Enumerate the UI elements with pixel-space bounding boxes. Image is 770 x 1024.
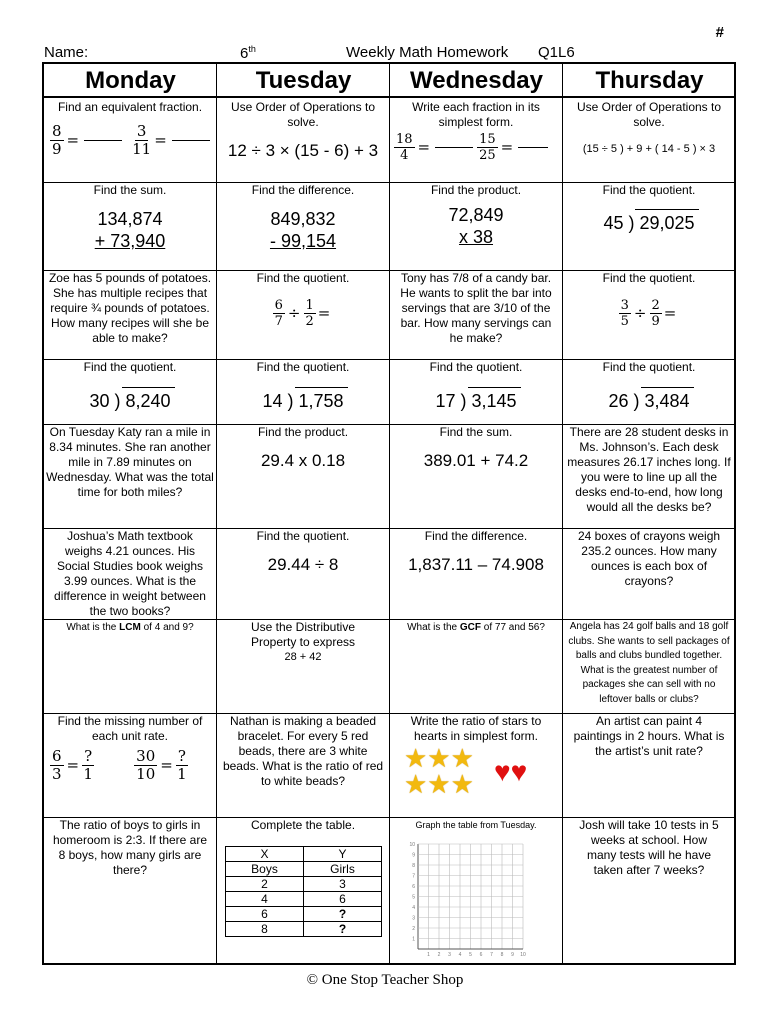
long-division: 45 ) 29,025 xyxy=(563,212,735,234)
grade-label: 6th xyxy=(240,44,256,62)
tue-decimal-quotient: Find the quotient. 29.44 ÷ 8 xyxy=(256,529,350,574)
long-division: 17 ) 3,145 xyxy=(390,390,562,412)
long-division: 30 ) 8,240 xyxy=(44,390,216,412)
y-tick-label: 8 xyxy=(412,863,415,869)
fraction: $\frac{15}{25}$ xyxy=(479,132,496,163)
tue-word-problem-beads: Nathan is making a beaded bracelet. For every 5 red beads, there are 3 white beads. What is the ratio of red to white beads? xyxy=(222,714,384,788)
y-tick-label: 1 xyxy=(412,936,415,943)
missing-value[interactable]: ? xyxy=(304,907,382,922)
y-tick-label: 5 xyxy=(412,894,415,901)
mon-sum: Find the sum. 134,874 + 73,940 xyxy=(93,183,167,251)
fraction: $\frac{6}{7}$ xyxy=(274,298,283,329)
star-icon-group: ★★★ xyxy=(404,769,474,799)
mon-lcm: What is the LCM of 4 and 9? xyxy=(66,622,194,633)
copyright-footer: © One Stop Teacher Shop xyxy=(306,972,464,988)
thu-word-problem-desks: There are 28 student desks in Ms. Johnson’s. Each desk measures 26.17 inches long. If you were to line up all the desks end-to-end, how long would all the desks be? xyxy=(567,425,731,514)
thu-word-problem-tests: Josh will take 10 tests in 5 weeks at school. How many tests will he have taken after 7 weeks? xyxy=(579,818,719,877)
thu-word-problem-artist: An artist can paint 4 paintings in 2 hours. What is the artist’s unit rate? xyxy=(573,714,725,758)
tue-complete-table: Complete the table. X Y Boys Girls 2 3 4 6 6 ? 8 ? xyxy=(217,818,389,963)
fraction: $\frac{?}{1}$ xyxy=(83,747,93,783)
x-tick-label: 6 xyxy=(479,952,483,958)
missing-value[interactable]: ? xyxy=(304,922,382,937)
long-division: 26 ) 3,484 xyxy=(563,390,735,412)
worksheet-code: Q1L6 xyxy=(538,44,575,61)
x-tick-label: 10 xyxy=(520,952,526,958)
coordinate-grid[interactable] xyxy=(404,834,544,959)
fraction: $\frac{8}{9}$ xyxy=(52,122,62,158)
column-monday: Monday xyxy=(44,64,217,98)
mon-quotient: Find the quotient. 30 ) 8,240 xyxy=(44,360,216,424)
y-tick-label: 10 xyxy=(409,842,415,848)
name-label: Name: xyxy=(44,44,89,61)
worksheet-header xyxy=(44,44,734,64)
x-tick-label: 7 xyxy=(490,952,493,958)
answer-blank[interactable] xyxy=(518,147,548,148)
thu-word-problem-crayons: 24 boxes of crayons weigh 235.2 ounces. How many ounces is each box of crayons? xyxy=(577,529,721,588)
homework-grid xyxy=(42,62,736,965)
tue-difference: Find the difference. 849,832 - 99,154 xyxy=(251,183,355,251)
fraction: $\frac{6}{3}$ xyxy=(52,747,62,783)
fraction: $\frac{3}{11}$ xyxy=(132,122,152,158)
x-tick-label: 1 xyxy=(427,952,430,958)
mon-word-problem-running: On Tuesday Katy ran a mile in 8.34 minutes. She ran another mile in 7.89 minutes on Wednesday. What was the total time for both miles? xyxy=(46,425,214,499)
long-division: 14 ) 1,758 xyxy=(217,390,389,412)
column-thursday: Thursday xyxy=(563,64,736,98)
fraction: $\frac{2}{9}$ xyxy=(651,298,660,329)
wed-product: Find the product. 72,849 x 38 xyxy=(430,183,522,247)
tue-quotient: Find the quotient. 14 ) 1,758 xyxy=(217,360,389,424)
mon-unit-rate: Find the missing number of each unit rate. $\frac{6}{3}$ = $\frac{?}{1}$ $\frac{30}{10}$ = $\frac{?}{1}$ xyxy=(52,714,203,783)
y-tick-label: 6 xyxy=(412,884,415,890)
mon-equivalent-fraction: Find an equivalent fraction. $\frac{8}{9}$ = $\frac{3}{11}$ = xyxy=(44,100,216,182)
star-icon-group: ★★★ xyxy=(404,743,474,773)
fraction: $\frac{?}{1}$ xyxy=(177,747,187,783)
wed-word-problem-candy: Tony has 7/8 of a candy bar. He wants to split the bar into servings that are 3/10 of the bar. How many servings can he make? xyxy=(400,271,552,345)
wed-ratio-stars-hearts: Write the ratio of stars to hearts in simplest form. ★★★ ★★★ ♥♥ xyxy=(404,714,542,799)
x-tick-label: 9 xyxy=(511,952,514,958)
wed-simplest-form: Write each fraction in its simplest form. $\frac{18}{4}$ = $\frac{15}{25}$ = xyxy=(390,100,562,182)
thu-quotient-2: Find the quotient. 26 ) 3,484 xyxy=(563,360,735,424)
fraction: $\frac{1}{2}$ xyxy=(305,298,314,329)
wed-gcf: What is the GCF of 77 and 56? xyxy=(407,622,545,633)
thu-word-problem-golf: Angela has 24 golf balls and 18 golf clubs. She wants to sell packages of balls and clubs bundled together. What is the greatest number of packages she can sell with no leftover balls or clubs? xyxy=(568,621,730,705)
tue-decimal-product: Find the product. 29.4 x 0.18 xyxy=(257,425,349,470)
x-tick-label: 2 xyxy=(437,952,441,958)
ratio-table: X Y Boys Girls 2 3 4 6 6 ? 8 ? xyxy=(225,846,382,937)
y-tick-label: 2 xyxy=(412,926,415,932)
heart-icon-group: ♥♥ xyxy=(494,756,528,787)
x-tick-label: 5 xyxy=(469,952,472,958)
x-tick-label: 3 xyxy=(448,952,451,958)
worksheet-title: Weekly Math Homework xyxy=(346,44,509,61)
fraction: $\frac{18}{4}$ xyxy=(396,132,413,163)
tue-fraction-quotient: Find the quotient. $\frac{6}{7}$ ÷ $\frac{1}{2}$ = xyxy=(256,271,350,329)
thu-quotient: Find the quotient. 45 ) 29,025 xyxy=(563,183,735,270)
y-tick-label: 7 xyxy=(412,873,415,880)
y-tick-label: 3 xyxy=(412,915,415,922)
answer-blank[interactable] xyxy=(435,147,473,148)
wed-decimal-sum: Find the sum. 389.01 + 74.2 xyxy=(423,425,529,470)
y-tick-label: 9 xyxy=(412,852,415,859)
x-tick-label: 4 xyxy=(458,952,462,958)
column-wednesday: Wednesday xyxy=(390,64,563,98)
answer-blank[interactable] xyxy=(172,140,210,141)
fraction: $\frac{3}{5}$ xyxy=(620,298,629,329)
mon-word-problem-books: Joshua’s Math textbook weighs 4.21 ounces. His Social Studies book weighs 3.99 ounces. What is the difference in weight between the two books? xyxy=(54,529,206,618)
answer-blank[interactable] xyxy=(84,140,122,141)
wed-decimal-difference: Find the difference. 1,837.11 – 74.908 xyxy=(408,529,544,574)
mon-word-problem-ratio: The ratio of boys to girls in homeroom is 2:3. If there are 8 boys, how many girls are there? xyxy=(52,818,208,877)
y-tick-label: 4 xyxy=(412,905,415,911)
thu-fraction-quotient: Find the quotient. $\frac{3}{5}$ ÷ $\frac{2}{9}$ = xyxy=(602,271,696,329)
wed-graph-table: Graph the table from Tuesday. 10 9 8 7 6 5 4 3 2 1 1 2 3 4 5 6 7 8 9 10 xyxy=(390,818,562,963)
page-marker: # xyxy=(715,24,724,41)
x-tick-label: 8 xyxy=(500,952,504,958)
tue-order-of-operations: Use Order of Operations to solve. 12 ÷ 3 × (15 - 6) + 3 xyxy=(227,100,379,160)
column-tuesday: Tuesday xyxy=(217,64,390,98)
thu-order-of-operations: Use Order of Operations to solve. (15 ÷ 5 ) + 9 + ( 14 - 5 ) × 3 xyxy=(576,100,722,155)
fraction: $\frac{30}{10}$ xyxy=(136,747,156,783)
wed-quotient: Find the quotient. 17 ) 3,145 xyxy=(390,360,562,424)
tue-distributive-property: Use the Distributive Property to express 28 + 42 xyxy=(250,620,356,663)
mon-word-problem-potatoes: Zoe has 5 pounds of potatoes. She has multiple recipes that require ¾ pounds of potatoes. How many recipes will she be able to make? xyxy=(48,271,212,345)
